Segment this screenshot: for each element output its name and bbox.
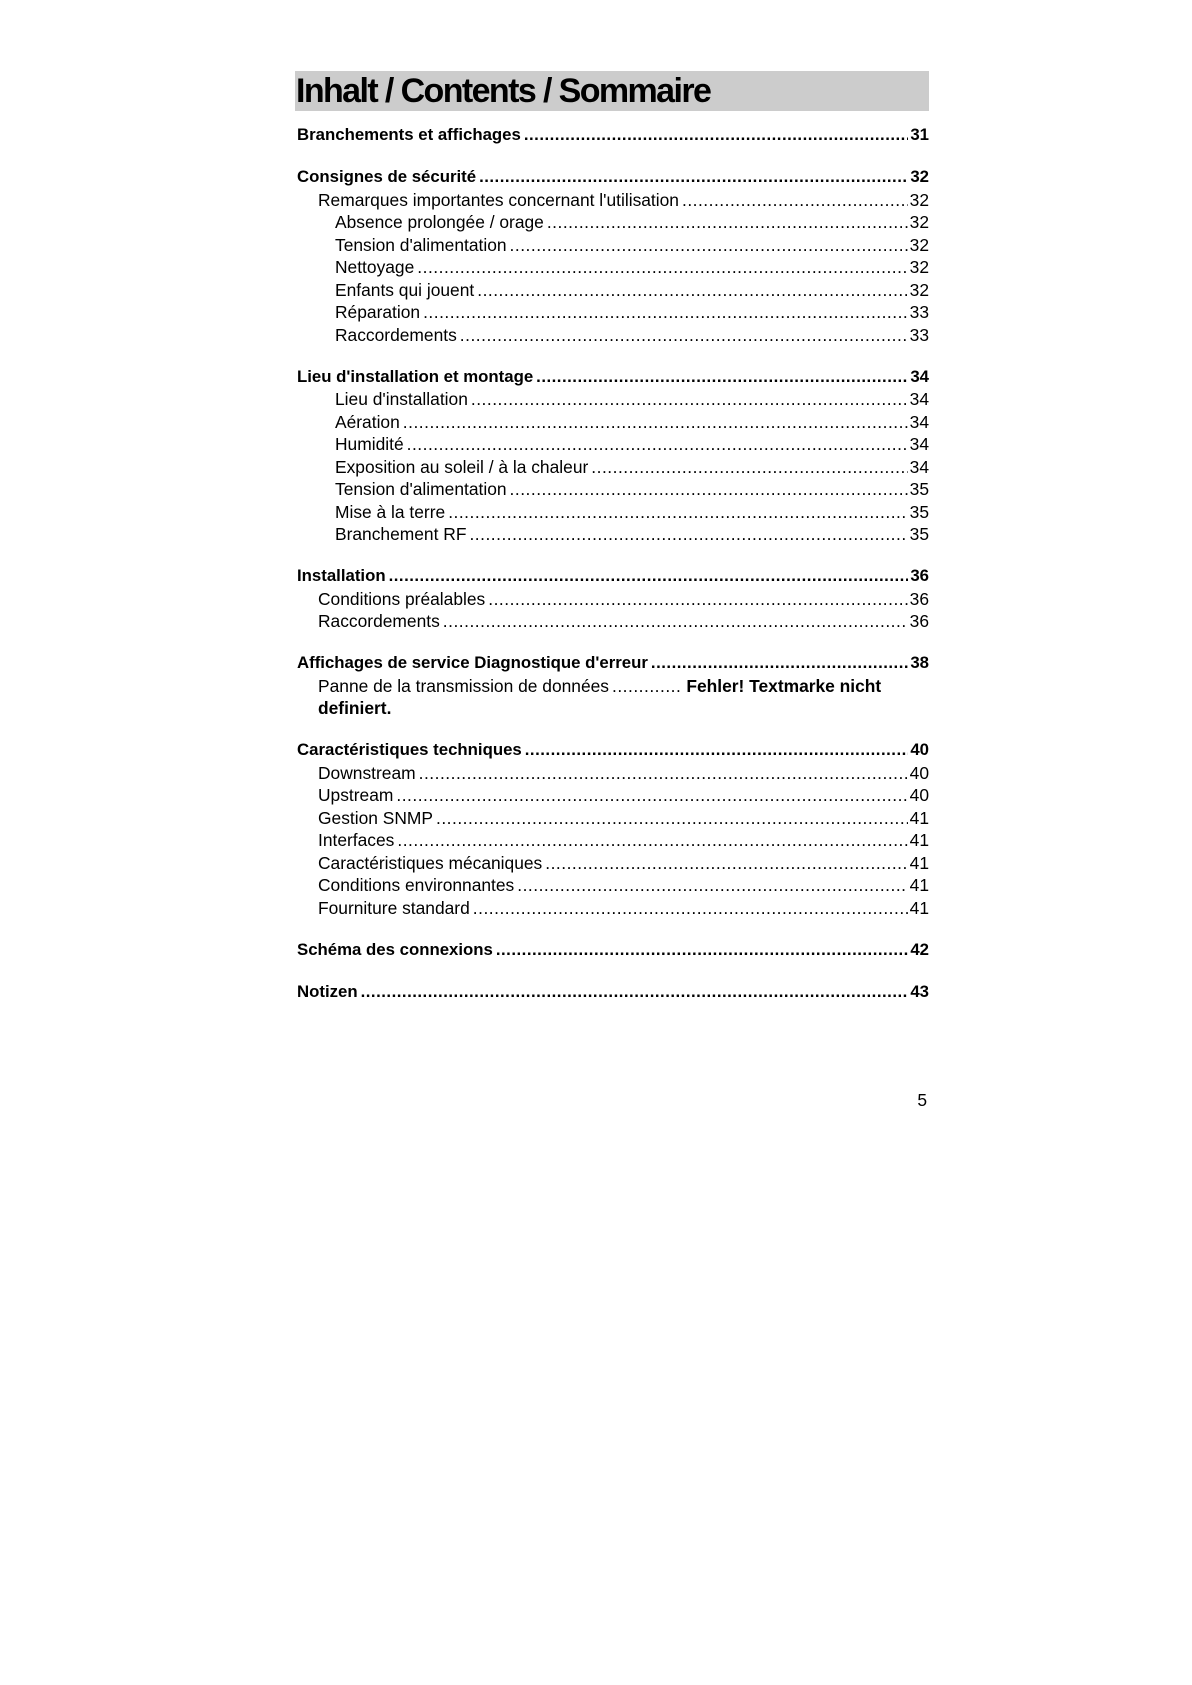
- page-title: Inhalt / Contents / Sommaire: [296, 72, 711, 110]
- toc-entry-label: Nettoyage: [335, 257, 415, 277]
- toc-entry-label: Branchement RF: [335, 524, 467, 544]
- dot-leader: [436, 807, 908, 830]
- toc-entry-label: Interfaces: [318, 830, 395, 850]
- toc-entry-label: Affichages de service Diagnostique d'erreur: [297, 653, 648, 672]
- toc-subsection-entry[interactable]: [295, 784, 929, 807]
- dot-leader: [591, 456, 907, 479]
- toc-entry-label: Exposition au soleil / à la chaleur: [335, 456, 589, 477]
- toc-subsection-entry[interactable]: [295, 478, 929, 501]
- dot-leader: [510, 478, 908, 501]
- toc-entry-label: Enfants qui jouent: [335, 279, 475, 300]
- dot-leader: [403, 411, 908, 434]
- toc-entry-page: 36: [910, 566, 929, 585]
- toc-entry-page: 34: [910, 366, 929, 386]
- toc-entry-page: 38: [910, 653, 929, 672]
- dot-leader: [510, 234, 908, 257]
- toc-subsection-entry[interactable]: [295, 852, 929, 875]
- toc-entry-page: 33: [909, 324, 929, 345]
- dot-leader: [419, 762, 908, 785]
- toc-entry-page: 32: [909, 189, 929, 210]
- dot-leader: [477, 279, 907, 302]
- toc-subsection-entry[interactable]: [295, 501, 929, 524]
- toc-entry-label: Absence prolongée / orage: [335, 212, 544, 232]
- dot-leader: [471, 388, 908, 411]
- toc-subsection-entry[interactable]: [295, 897, 929, 920]
- dot-leader: [423, 301, 908, 324]
- dot-leader: [682, 189, 908, 212]
- toc-subsection-entry[interactable]: [295, 523, 929, 546]
- toc-entry-label: Caractéristiques techniques: [297, 740, 522, 759]
- toc-entry-label: Fourniture standard: [318, 897, 470, 918]
- toc-entry-page: 32: [909, 279, 929, 300]
- toc-entry-label: Conditions environnantes: [318, 875, 515, 895]
- toc-entry-label: Tension d'alimentation: [335, 479, 507, 499]
- dot-leader: [417, 256, 907, 279]
- toc-section-entry[interactable]: [295, 939, 929, 962]
- toc-entry-page: 42: [910, 939, 929, 959]
- dot-leader: [448, 501, 907, 524]
- toc-entry-page: 34: [909, 411, 929, 432]
- toc-entry-page: 43: [910, 981, 929, 1001]
- toc-subsection-entry[interactable]: [295, 588, 929, 611]
- error-message-continued: definiert.: [318, 698, 392, 718]
- toc-entry-page: 41: [909, 807, 929, 828]
- toc-entry-label: Réparation: [335, 302, 421, 322]
- dot-leader: [443, 610, 908, 633]
- toc-entry-page: 32: [909, 234, 929, 255]
- toc-subsection-entry[interactable]: [295, 433, 929, 456]
- dot-leader: [469, 523, 907, 546]
- dot-leader: [479, 166, 908, 189]
- toc-entry-error[interactable]: [295, 675, 929, 698]
- toc-subsection-entry[interactable]: [295, 411, 929, 434]
- toc-entry-label: Panne de la transmission de données: [318, 675, 610, 696]
- dot-leader: [460, 324, 908, 347]
- toc-section-entry[interactable]: [295, 124, 929, 147]
- toc-entry-label: Branchements et affichages: [297, 125, 521, 144]
- toc-entry-label: Consignes de sécurité: [297, 167, 477, 186]
- toc-section-entry[interactable]: [295, 981, 929, 1004]
- dot-leader: [525, 739, 909, 762]
- dot-leader: [361, 981, 909, 1004]
- toc-section-entry[interactable]: [295, 565, 929, 588]
- toc-entry-page: 41: [909, 852, 929, 873]
- dot-leader: [651, 652, 908, 675]
- toc-subsection-entry[interactable]: [295, 211, 929, 234]
- toc-entry-page: 34: [909, 434, 929, 454]
- dot-leader: [397, 829, 907, 852]
- toc-entry-page: 41: [909, 830, 929, 850]
- toc-entry-page: 32: [909, 212, 929, 232]
- toc-entry-label: Raccordements: [335, 324, 457, 345]
- title-banner: [295, 71, 929, 111]
- toc-entry-page: 40: [909, 762, 929, 783]
- toc-subsection-entry[interactable]: [295, 189, 929, 212]
- toc-entry-page: 41: [909, 897, 929, 918]
- toc-entry-label: Notizen: [297, 981, 358, 1001]
- page-number: 5: [917, 1090, 927, 1110]
- toc-list: [295, 124, 929, 1003]
- toc-entry-label: Schéma des connexions: [297, 939, 493, 959]
- toc-subsection-entry[interactable]: [295, 324, 929, 347]
- toc-subsection-entry[interactable]: [295, 388, 929, 411]
- toc-subsection-entry[interactable]: [295, 874, 929, 897]
- toc-entry-label: Gestion SNMP: [318, 807, 434, 828]
- toc-entry-page: 41: [909, 875, 929, 895]
- toc-entry-label: Lieu d'installation: [335, 389, 468, 409]
- toc-entry-page: 36: [909, 611, 929, 631]
- toc-entry-label: Lieu d'installation et montage: [297, 366, 534, 386]
- table-of-contents-page: [295, 71, 929, 1003]
- toc-entry-label: Mise à la terre: [335, 501, 446, 522]
- toc-subsection-entry[interactable]: [295, 256, 929, 279]
- toc-section-entry[interactable]: [295, 652, 929, 675]
- toc-subsection-entry[interactable]: [295, 234, 929, 257]
- dot-leader: .............: [612, 675, 682, 696]
- toc-subsection-entry[interactable]: [295, 301, 929, 324]
- toc-entry-page: 35: [909, 479, 929, 499]
- toc-section-entry[interactable]: [295, 166, 929, 189]
- dot-leader: [524, 124, 909, 147]
- toc-subsection-entry[interactable]: [295, 829, 929, 852]
- dot-leader: [496, 939, 908, 962]
- toc-entry-label: Remarques importantes concernant l'utilisation: [318, 189, 679, 210]
- toc-entry-page: 34: [909, 389, 929, 409]
- toc-entry-page: 32: [910, 167, 929, 186]
- error-message: Fehler! Textmarke nicht: [686, 675, 882, 696]
- toc-entry-page: 31: [910, 125, 929, 144]
- toc-entry-label: Caractéristiques mécaniques: [318, 852, 543, 873]
- dot-leader: [545, 852, 907, 875]
- dot-leader: [473, 897, 908, 920]
- toc-subsection-entry[interactable]: [295, 456, 929, 479]
- toc-entry-page: 35: [909, 501, 929, 522]
- toc-entry-page: 33: [909, 302, 929, 322]
- toc-section-entry[interactable]: [295, 739, 929, 762]
- toc-entry-label: Conditions préalables: [318, 588, 486, 609]
- toc-subsection-entry[interactable]: [295, 279, 929, 302]
- toc-entry-label: Raccordements: [318, 611, 440, 631]
- toc-subsection-entry[interactable]: [295, 807, 929, 830]
- dot-leader: [517, 874, 907, 897]
- toc-entry-page: 40: [910, 740, 929, 759]
- dot-leader: [536, 366, 908, 389]
- toc-entry-label: Upstream: [318, 785, 394, 805]
- toc-entry-label: Humidité: [335, 434, 404, 454]
- dot-leader: [407, 433, 908, 456]
- toc-entry-label: Installation: [297, 566, 386, 585]
- toc-entry-page: 34: [909, 456, 929, 477]
- toc-entry-page: 36: [909, 588, 929, 609]
- dot-leader: [547, 211, 908, 234]
- dot-leader: [389, 565, 909, 588]
- toc-entry-label: Downstream: [318, 762, 416, 783]
- dot-leader: [488, 588, 907, 611]
- dot-leader: [396, 784, 907, 807]
- toc-subsection-entry[interactable]: [295, 610, 929, 633]
- toc-section-entry[interactable]: [295, 366, 929, 389]
- toc-entry-label: Aération: [335, 411, 400, 432]
- toc-entry-page: 32: [909, 257, 929, 277]
- toc-subsection-entry[interactable]: [295, 762, 929, 785]
- toc-entry-label: Tension d'alimentation: [335, 234, 507, 255]
- toc-entry-page: 40: [909, 785, 929, 805]
- toc-entry-page: 35: [909, 524, 929, 544]
